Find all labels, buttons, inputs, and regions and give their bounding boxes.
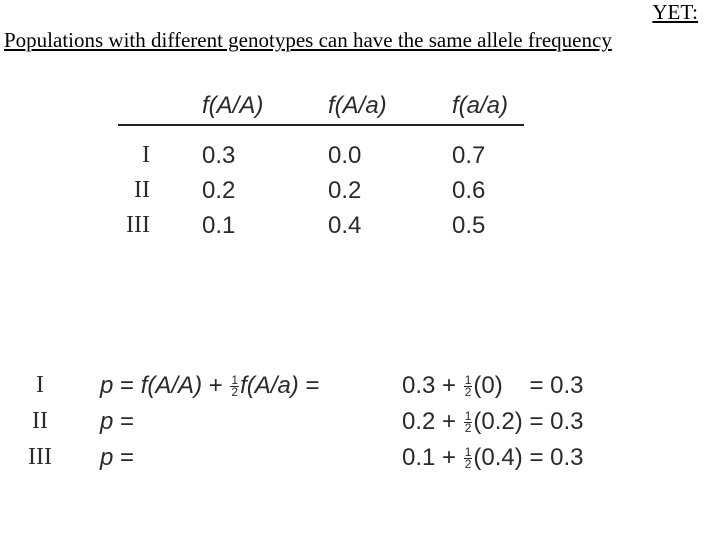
header-fAA: f(A/A) (202, 92, 264, 119)
p-symbol: p (100, 444, 114, 471)
result: = 0.3 (529, 372, 584, 399)
equals-sign: = (120, 372, 135, 399)
equation-evaluation (402, 408, 584, 436)
equation-evaluation (402, 372, 583, 400)
plus-sign: + (208, 372, 223, 399)
result: = 0.3 (529, 444, 584, 471)
equation-row (0, 444, 720, 480)
header-rule (118, 124, 524, 126)
plus-sign: + (442, 408, 457, 435)
p-symbol: p (100, 372, 114, 399)
equation-label: I (36, 372, 44, 398)
result: = 0.3 (529, 408, 584, 435)
fAa-term: f(A/a) (240, 372, 299, 399)
title-statement: Populations with different genotypes can have the same allele frequency (4, 28, 612, 52)
table-cell: 0.4 (328, 212, 362, 239)
fraction-numerator: 1 (464, 445, 472, 460)
plus-sign: + (442, 444, 457, 471)
fraction-numerator: 1 (464, 373, 472, 388)
equation-label: II (32, 408, 48, 434)
table-cell: 0.3 (202, 142, 236, 169)
equals-sign: = (120, 408, 135, 435)
fAA-term: f(A/A) (140, 372, 203, 399)
genotype-frequency-table (118, 88, 528, 239)
equals-sign: = (120, 444, 135, 471)
fraction-denominator: 2 (464, 421, 472, 436)
half-fraction (464, 411, 473, 434)
equation-row (0, 372, 720, 408)
paren-term: (0.4) (473, 444, 523, 471)
equation-label: III (28, 444, 52, 470)
half-fraction (464, 447, 473, 470)
fraction-denominator: 2 (231, 385, 239, 400)
table-cell: 0.5 (452, 212, 486, 239)
table-cell: 0.1 (202, 212, 236, 239)
equation-evaluation (402, 444, 584, 472)
paren-term: (0.2) (473, 408, 523, 435)
first-term: 0.2 (402, 408, 436, 435)
p-symbol: p (100, 408, 114, 435)
half-fraction (230, 375, 239, 398)
equals-sign: = (305, 372, 320, 399)
table-cell: 0.2 (328, 177, 362, 204)
row-label: III (126, 212, 150, 238)
fraction-numerator: 1 (464, 409, 472, 424)
table-cell: 0.2 (202, 177, 236, 204)
fraction-numerator: 1 (231, 373, 239, 388)
equation-formula (100, 408, 134, 436)
title-yet: YET: (652, 0, 698, 24)
header-faa: f(a/a) (452, 92, 509, 119)
paren-term: (0) (473, 372, 503, 399)
row-label: I (142, 142, 150, 168)
plus-sign: + (442, 372, 457, 399)
row-label: II (134, 177, 150, 203)
fraction-denominator: 2 (464, 457, 472, 472)
allele-frequency-equations (0, 368, 720, 488)
table-header (118, 88, 528, 126)
equation-formula (100, 372, 319, 400)
half-fraction (464, 375, 473, 398)
fraction-denominator: 2 (464, 385, 472, 400)
header-fAa: f(A/a) (328, 92, 387, 119)
first-term: 0.3 (402, 372, 436, 399)
equation-row (0, 408, 720, 444)
table-cell: 0.6 (452, 177, 486, 204)
table-cell: 0.7 (452, 142, 486, 169)
table-cell: 0.0 (328, 142, 362, 169)
equation-formula (100, 444, 134, 472)
first-term: 0.1 (402, 444, 436, 471)
